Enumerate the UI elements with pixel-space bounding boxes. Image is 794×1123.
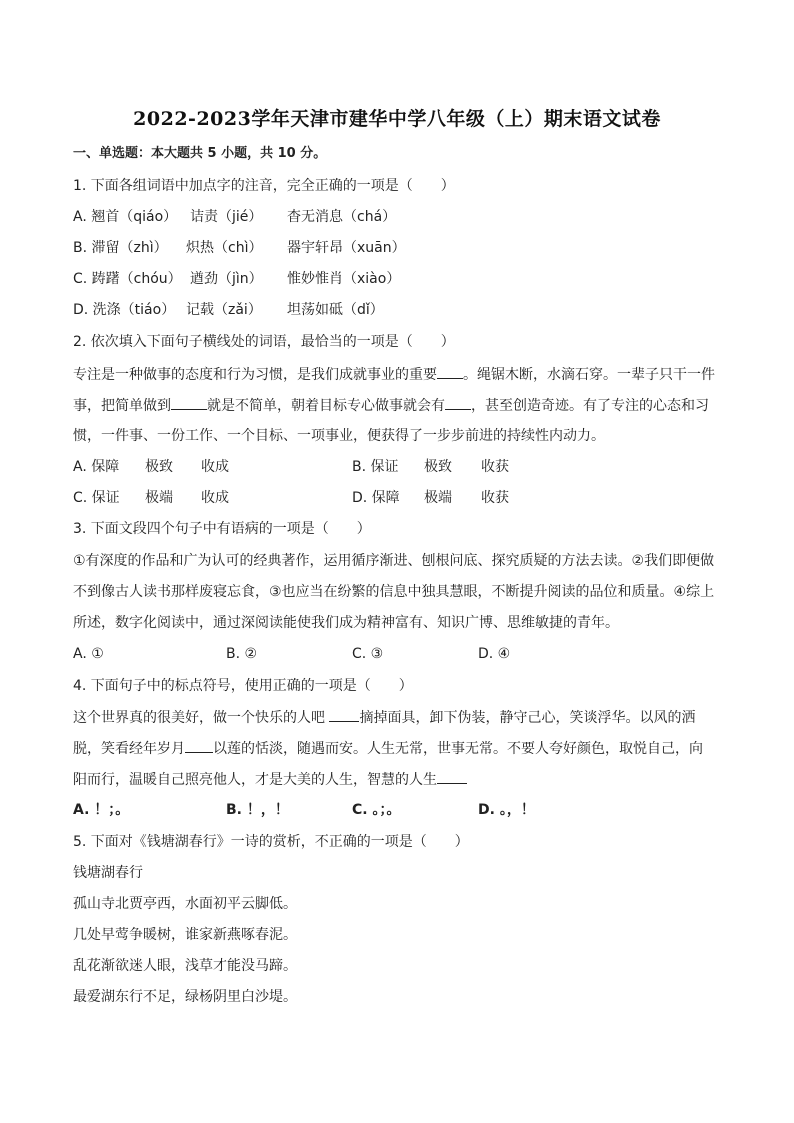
- question-2-stem: 2. 依次填入下面句子横线处的词语，最恰当的一项是（ ）: [73, 334, 455, 350]
- q5-poem-line-2: 几处早莺争暖树，谁家新燕啄春泥。: [73, 927, 297, 943]
- q3-passage-line-1: ①有深度的作品和广为认可的经典著作，运用循序渐进、刨根问底、探究质疑的方法去读。②我们即便做: [73, 553, 715, 569]
- q3-option-b: B. ②: [226, 646, 258, 662]
- q2-option-a-word1: A. 保障: [73, 459, 120, 475]
- q3-option-c: C. ③: [352, 646, 384, 662]
- q3-passage-line-3: 所述，数字化阅读中，通过深阅读能使我们成为精神富有、知识广博、思维敏捷的青年。: [73, 615, 619, 631]
- q1-option-c-word1: C. 踌躇（chóu）: [73, 271, 182, 287]
- q3-option-d: D. ④: [478, 646, 511, 662]
- q2-option-c-word1: C. 保证: [73, 490, 120, 506]
- question-4-stem: 4. 下面句子中的标点符号，使用正确的一项是（ ）: [73, 678, 413, 694]
- question-3-stem: 3. 下面文段四个句子中有语病的一项是（ ）: [73, 521, 371, 537]
- q2-option-d-word1: D. 保障: [352, 490, 400, 506]
- q4-passage-text: 摘掉面具，卸下伪装，静守己心，笑谈浮华。以风的洒: [359, 710, 696, 726]
- fill-blank: [171, 396, 207, 410]
- q1-option-a-word1: A. 翘首（qiáo）: [73, 209, 178, 225]
- section-heading: 一、单选题：本大题共 5 小题，共 10 分。: [73, 146, 327, 161]
- fill-blank: [445, 396, 471, 410]
- q4-passage-text: 以莲的恬淡，随遇而安。人生无常，世事无常。不要人夸好颜色，取悦自己，向: [213, 741, 703, 757]
- q2-option-a-word2: 极致: [145, 459, 173, 475]
- q2-passage-text: 专注是一种做事的态度和行为习惯，是我们成就事业的重要: [73, 367, 437, 383]
- fill-blank: [437, 770, 467, 784]
- q2-option-c-word3: 收成: [201, 490, 229, 506]
- page-title: 2022-2023学年天津市建华中学八年级（上）期末语文试卷: [133, 108, 661, 130]
- q5-poem-line-4: 最爱湖东行不足，绿杨阴里白沙堤。: [73, 989, 297, 1005]
- fill-blank: [437, 365, 463, 379]
- q2-passage-text: 事，把简单做到: [73, 398, 171, 414]
- fill-blank: [329, 708, 359, 722]
- fill-blank: [185, 739, 213, 753]
- q2-option-b-word3: 收获: [481, 459, 509, 475]
- q3-option-a: A. ①: [73, 646, 104, 662]
- q5-poem-title: 钱塘湖春行: [73, 865, 143, 881]
- q1-option-b-word3: 器宇轩昂（xuān）: [287, 240, 406, 256]
- q2-option-d-word3: 收获: [481, 490, 509, 506]
- question-5-stem: 5. 下面对《钱塘湖春行》一诗的赏析，不正确的一项是（ ）: [73, 834, 469, 850]
- q1-option-d-word3: 坦荡如砥（dǐ）: [287, 302, 384, 318]
- q2-passage-text: 就是不简单，朝着目标专心做事就会有: [207, 398, 445, 414]
- question-1-stem: 1. 下面各组词语中加点字的注音，完全正确的一项是（ ）: [73, 178, 455, 194]
- q4-passage-line-2: [73, 739, 703, 758]
- q1-option-d-word2: 记载（zǎi）: [186, 302, 262, 318]
- q4-passage-line-3: [73, 770, 467, 789]
- q4-passage-line-1: [73, 708, 695, 727]
- q2-option-d-word2: 极端: [424, 490, 452, 506]
- q2-passage-line-3: 惯，一件事、一份工作、一个目标、一项事业，便获得了一步步前进的持续性内动力。: [73, 428, 605, 444]
- q4-passage-text: 脱，笑看经年岁月: [73, 741, 185, 757]
- q4-passage-text: 这个世界真的很美好，做一个快乐的人吧: [73, 710, 325, 726]
- q1-option-c-word2: 遒劲（jìn）: [190, 271, 263, 287]
- q1-option-a-word3: 杳无消息（chá）: [287, 209, 397, 225]
- q2-passage-line-1: [73, 365, 715, 384]
- q1-option-c-word3: 惟妙惟肖（xiào）: [287, 271, 401, 287]
- q2-passage-text: ，甚至创造奇迹。有了专注的心态和习: [471, 398, 709, 414]
- q2-option-a-word3: 收成: [201, 459, 229, 475]
- q5-poem-line-1: 孤山寺北贾亭西，水面初平云脚低。: [73, 896, 297, 912]
- q2-option-c-word2: 极端: [145, 490, 173, 506]
- q2-passage-text: 。绳锯木断，水滴石穿。一辈子只干一件: [463, 367, 715, 383]
- q4-option-b: B. ！，！: [226, 802, 289, 818]
- q4-passage-text: 阳而行，温暖自己照亮他人，才是大美的人生，智慧的人生: [73, 772, 437, 788]
- q1-option-d-word1: D. 洗涤（tiáo）: [73, 302, 176, 318]
- q5-poem-line-3: 乱花渐欲迷人眼，浅草才能没马蹄。: [73, 958, 297, 974]
- q4-option-d: D. 。，！: [478, 802, 535, 818]
- q1-option-b-word1: B. 滞留（zhì）: [73, 240, 168, 256]
- q4-option-c: C. 。；。: [352, 802, 401, 818]
- q4-option-a: A. ！；。: [73, 802, 130, 818]
- q2-passage-line-2: [73, 396, 709, 415]
- q1-option-a-word2: 诘责（jié）: [190, 209, 263, 225]
- q2-option-b-word1: B. 保证: [352, 459, 399, 475]
- q3-passage-line-2: 不到像古人读书那样废寝忘食，③也应当在纷繁的信息中独具慧眼，不断提升阅读的品位和质量。④综上: [73, 584, 715, 600]
- q1-option-b-word2: 炽热（chì）: [186, 240, 263, 256]
- q2-option-b-word2: 极致: [424, 459, 452, 475]
